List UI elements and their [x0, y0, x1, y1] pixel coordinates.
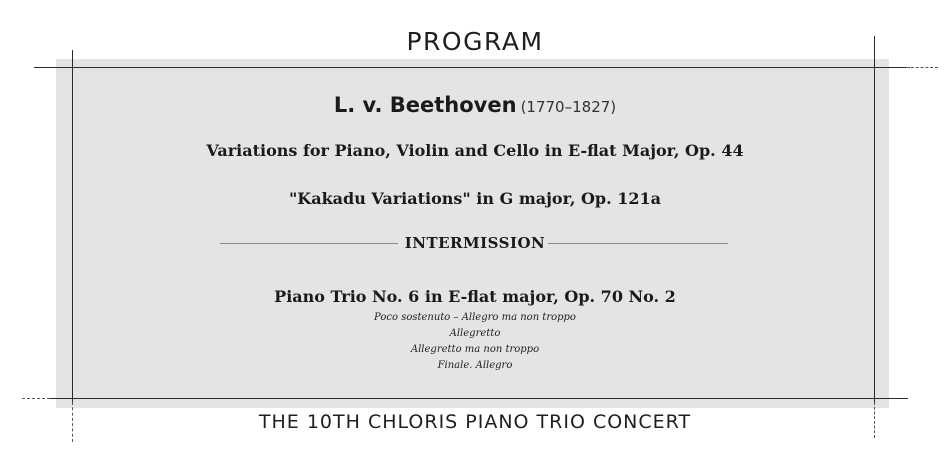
movement-item: Allegretto	[449, 328, 501, 339]
frame-bottom-line-extension	[22, 398, 50, 399]
frame-top-line-extension	[906, 67, 938, 68]
composer-dates: (1770–1827)	[520, 98, 617, 116]
program-heading: PROGRAM	[406, 27, 544, 56]
piece-title: Piano Trio No. 6 in E-flat major, Op. 70 No. 2	[274, 287, 676, 306]
composer-line	[0, 93, 950, 117]
piece-title: Variations for Piano, Violin and Cello in E-flat Major, Op. 44	[206, 141, 744, 160]
intermission-label: INTERMISSION	[404, 234, 546, 252]
movement-item: Finale. Allegro	[437, 360, 513, 371]
frame-bottom-line	[48, 398, 908, 399]
movement-item: Poco sostenuto – Allegro ma non troppo	[374, 312, 576, 323]
piece-title: "Kakadu Variations" in G major, Op. 121a	[288, 189, 662, 208]
concert-title: THE 10TH CHLORIS PIANO TRIO CONCERT	[258, 411, 692, 433]
movement-list	[0, 310, 950, 374]
intermission-rule-right	[548, 243, 728, 244]
frame-top-line	[34, 67, 910, 68]
composer-name: L. v. Beethoven	[333, 93, 517, 117]
movement-item: Allegretto ma non troppo	[410, 344, 540, 355]
